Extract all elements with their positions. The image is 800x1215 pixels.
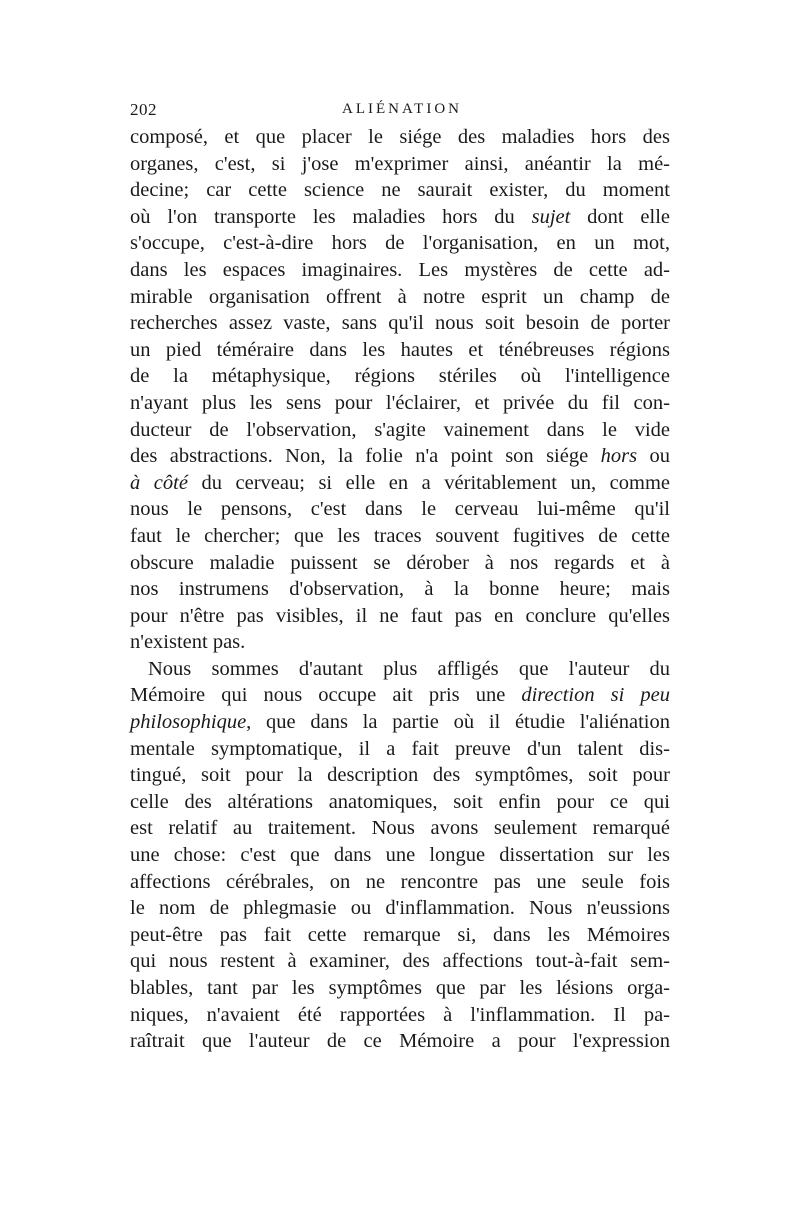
text-line: nous le pensons, c'est dans le cerveau lui-même qu'il (130, 498, 670, 521)
running-title: ALIÉNATION (342, 101, 462, 117)
text-line: n'existent pas. (130, 631, 246, 654)
text-segment: où l'on transporte les maladies hors du (130, 205, 532, 228)
text-line: qui nous restent à examiner, des affections tout-à-fait sem- (130, 950, 670, 973)
text-line: niques, n'avaient été rapportées à l'inflammation. Il pa- (130, 1003, 670, 1026)
text-line: affections cérébrales, on ne rencontre pas une seule fois (130, 870, 670, 893)
page-number: 202 (130, 100, 157, 119)
text-line: composé, et que placer le siége des maladies hors des (130, 126, 670, 148)
text-line (130, 443, 670, 470)
text-line: tingué, soit pour la description des symptômes, soit pour (130, 764, 670, 787)
text-line: un pied téméraire dans les hautes et ténébreuses régions (130, 338, 670, 361)
text-segment: Mémoire qui nous occupe ait pris une (130, 684, 522, 707)
text-line: raîtrait que l'auteur de ce Mémoire a pour l'expression (130, 1030, 670, 1053)
text-segment: , que dans la partie où il étudie l'aliénation (246, 711, 670, 734)
text-line: pour n'être pas visibles, il ne faut pas en conclure qu'elles (130, 604, 670, 627)
text-line: recherches assez vaste, sans qu'il nous soit besoin de porter (130, 312, 670, 335)
italic-text: philosophique (130, 711, 247, 734)
text-line: de la métaphysique, régions stériles où l'intelligence (130, 365, 670, 388)
text-line: s'occupe, c'est-à-dire hors de l'organisation, en un mot, (130, 232, 670, 255)
text-line (130, 470, 670, 497)
text-line (130, 682, 670, 709)
text-segment: dont elle (570, 205, 670, 228)
text-line: n'ayant plus les sens pour l'éclairer, et privée du fil con- (130, 391, 670, 414)
page-header (130, 100, 670, 126)
text-line: mentale symptomatique, il a fait preuve d'un talent dis- (130, 737, 670, 760)
text-line (130, 709, 670, 736)
text-line: dans les espaces imaginaires. Les mystères de cette ad- (130, 258, 670, 281)
text-line: obscure maladie puissent se dérober à nos regards et à (130, 551, 670, 574)
italic-text: à côté (130, 471, 188, 494)
text-segment: des abstractions. Non, la folie n'a point son siége (130, 445, 601, 468)
text-line: blables, tant par les symptômes que par les lésions orga- (130, 977, 670, 999)
text-line: Nous sommes d'autant plus affligés que l'auteur du (148, 657, 670, 680)
body-text (130, 124, 670, 1055)
text-line: est relatif au traitement. Nous avons seulement remarqué (130, 817, 670, 840)
text-line: peut-être pas fait cette remarque si, dans les Mémoires (130, 923, 670, 946)
text-segment: du cerveau; si elle en a véritablement un, comme (187, 471, 670, 494)
italic-text: hors (600, 445, 638, 468)
text-line: celle des altérations anatomiques, soit enfin pour ce qui (130, 790, 670, 813)
text-line: une chose: c'est que dans une longue dissertation sur les (130, 844, 670, 867)
italic-text: sujet (531, 205, 571, 228)
text-line (130, 204, 670, 231)
text-line: le nom de phlegmasie ou d'inflammation. Nous n'eussions (130, 897, 670, 920)
text-line: mirable organisation offrent à notre esprit un champ de (130, 285, 670, 308)
text-line: nos instrumens d'observation, à la bonne heure; mais (130, 578, 670, 601)
text-line: ducteur de l'observation, s'agite vainement dans le vide (130, 418, 670, 441)
text-line: organes, c'est, si j'ose m'exprimer ainsi, anéantir la mé- (130, 152, 670, 175)
text-line: faut le chercher; que les traces souvent fugitives de cette (130, 524, 670, 547)
text-segment: ou (637, 445, 671, 468)
italic-text: direction si peu (521, 684, 670, 707)
text-line: decine; car cette science ne saurait exister, du moment (130, 179, 670, 202)
